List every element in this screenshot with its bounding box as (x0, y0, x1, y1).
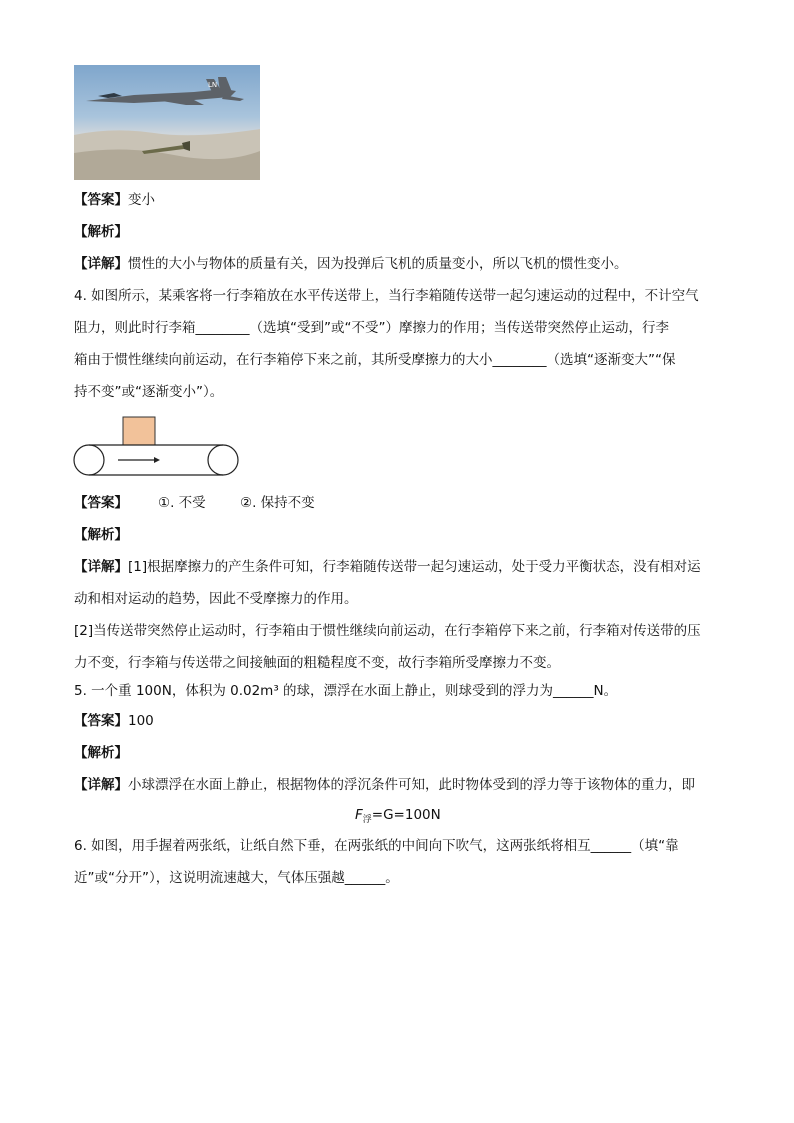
detail-row-q4 (74, 557, 701, 577)
tail-code-text: LN (208, 81, 218, 89)
answer-text: 100 (128, 713, 154, 729)
detail-row-q3 (74, 254, 628, 274)
left-roller (74, 445, 104, 475)
question-4-line-1: 4. 如图所示，某乘客将一行李箱放在水平传送带上，当行李箱随传送带一起匀速运动的过程中，不计空气 (74, 288, 699, 304)
detail-text: 小球漂浮在水面上静止，根据物体的浮沉条件可知，此时物体受到的浮力等于该物体的重力，即 (128, 777, 695, 793)
detail-q4-line-3: [2]当传送带突然停止运动时，行李箱由于惯性继续向前运动，在行李箱停下来之前，行李箱对传送带的压 (74, 623, 701, 639)
conveyor-belt-diagram (72, 415, 242, 477)
detail-row-q5 (74, 775, 695, 795)
answer-label: 【答案】 (74, 713, 128, 729)
question-6-line-2: 近”或“分开”），这说明流速越大，气体压强越______。 (74, 870, 399, 886)
detail-q4-line-4: 力不变，行李箱与传送带之间接触面的粗糙程度不变，故行李箱所受摩擦力不变。 (74, 655, 560, 671)
luggage-box (123, 417, 155, 445)
answer-label: 【答案】 (74, 192, 128, 208)
answer-q4-part-1: ①. 不受 (158, 495, 206, 511)
answer-label: 【答案】 (74, 495, 128, 511)
detail-text: 惯性的大小与物体的质量有关，因为投弹后飞机的质量变小，所以飞机的惯性变小。 (128, 256, 628, 272)
question-4-line-2: 阻力，则此时行李箱________（选填“受到”或“不受”）摩擦力的作用；当传送带突然停止运动，行李 (74, 320, 669, 336)
answer-text: 变小 (128, 192, 155, 208)
detail-label: 【详解】 (74, 256, 128, 272)
answer-row-q4 (74, 493, 128, 513)
analysis-label-q4: 【解析】 (74, 527, 128, 543)
question-5: 5. 一个重 100N，体积为 0.02m³ 的球，漂浮在水面上静止，则球受到的浮力为______N。 (74, 683, 618, 699)
question-6-line-1: 6. 如图，用手握着两张纸，让纸自然下垂，在两张纸的中间向下吹气，这两张纸将相互______（填“靠 (74, 838, 679, 854)
detail-line-1: [1]根据摩擦力的产生条件可知，行李箱随传送带一起匀速运动，处于受力平衡状态，没有相对运 (128, 559, 701, 575)
formula-subscript: 浮 (362, 815, 372, 825)
question-4-line-3: 箱由于惯性继续向前运动，在行李箱停下来之前，其所受摩擦力的大小________（选填“逐渐变大”“保 (74, 352, 676, 368)
detail-q4-line-2: 动和相对运动的趋势，因此不受摩擦力的作用。 (74, 591, 358, 607)
analysis-label-q3: 【解析】 (74, 224, 128, 240)
answer-row-q5 (74, 711, 154, 731)
formula-force-symbol: F (355, 807, 363, 823)
answer-q4-part-2: ②. 保持不变 (240, 495, 315, 511)
right-roller (208, 445, 238, 475)
formula-rest: =G=100N (371, 807, 441, 823)
arrow-head (154, 457, 160, 463)
question-4-line-4: 持不变”或“逐渐变小”）。 (74, 384, 224, 400)
detail-label: 【详解】 (74, 777, 128, 793)
answer-row-q3 (74, 190, 155, 210)
aircraft-dropping-bomb-photo (74, 65, 260, 180)
detail-label: 【详解】 (74, 559, 128, 575)
analysis-label-q5: 【解析】 (74, 745, 128, 761)
buoyancy-formula (355, 805, 441, 830)
